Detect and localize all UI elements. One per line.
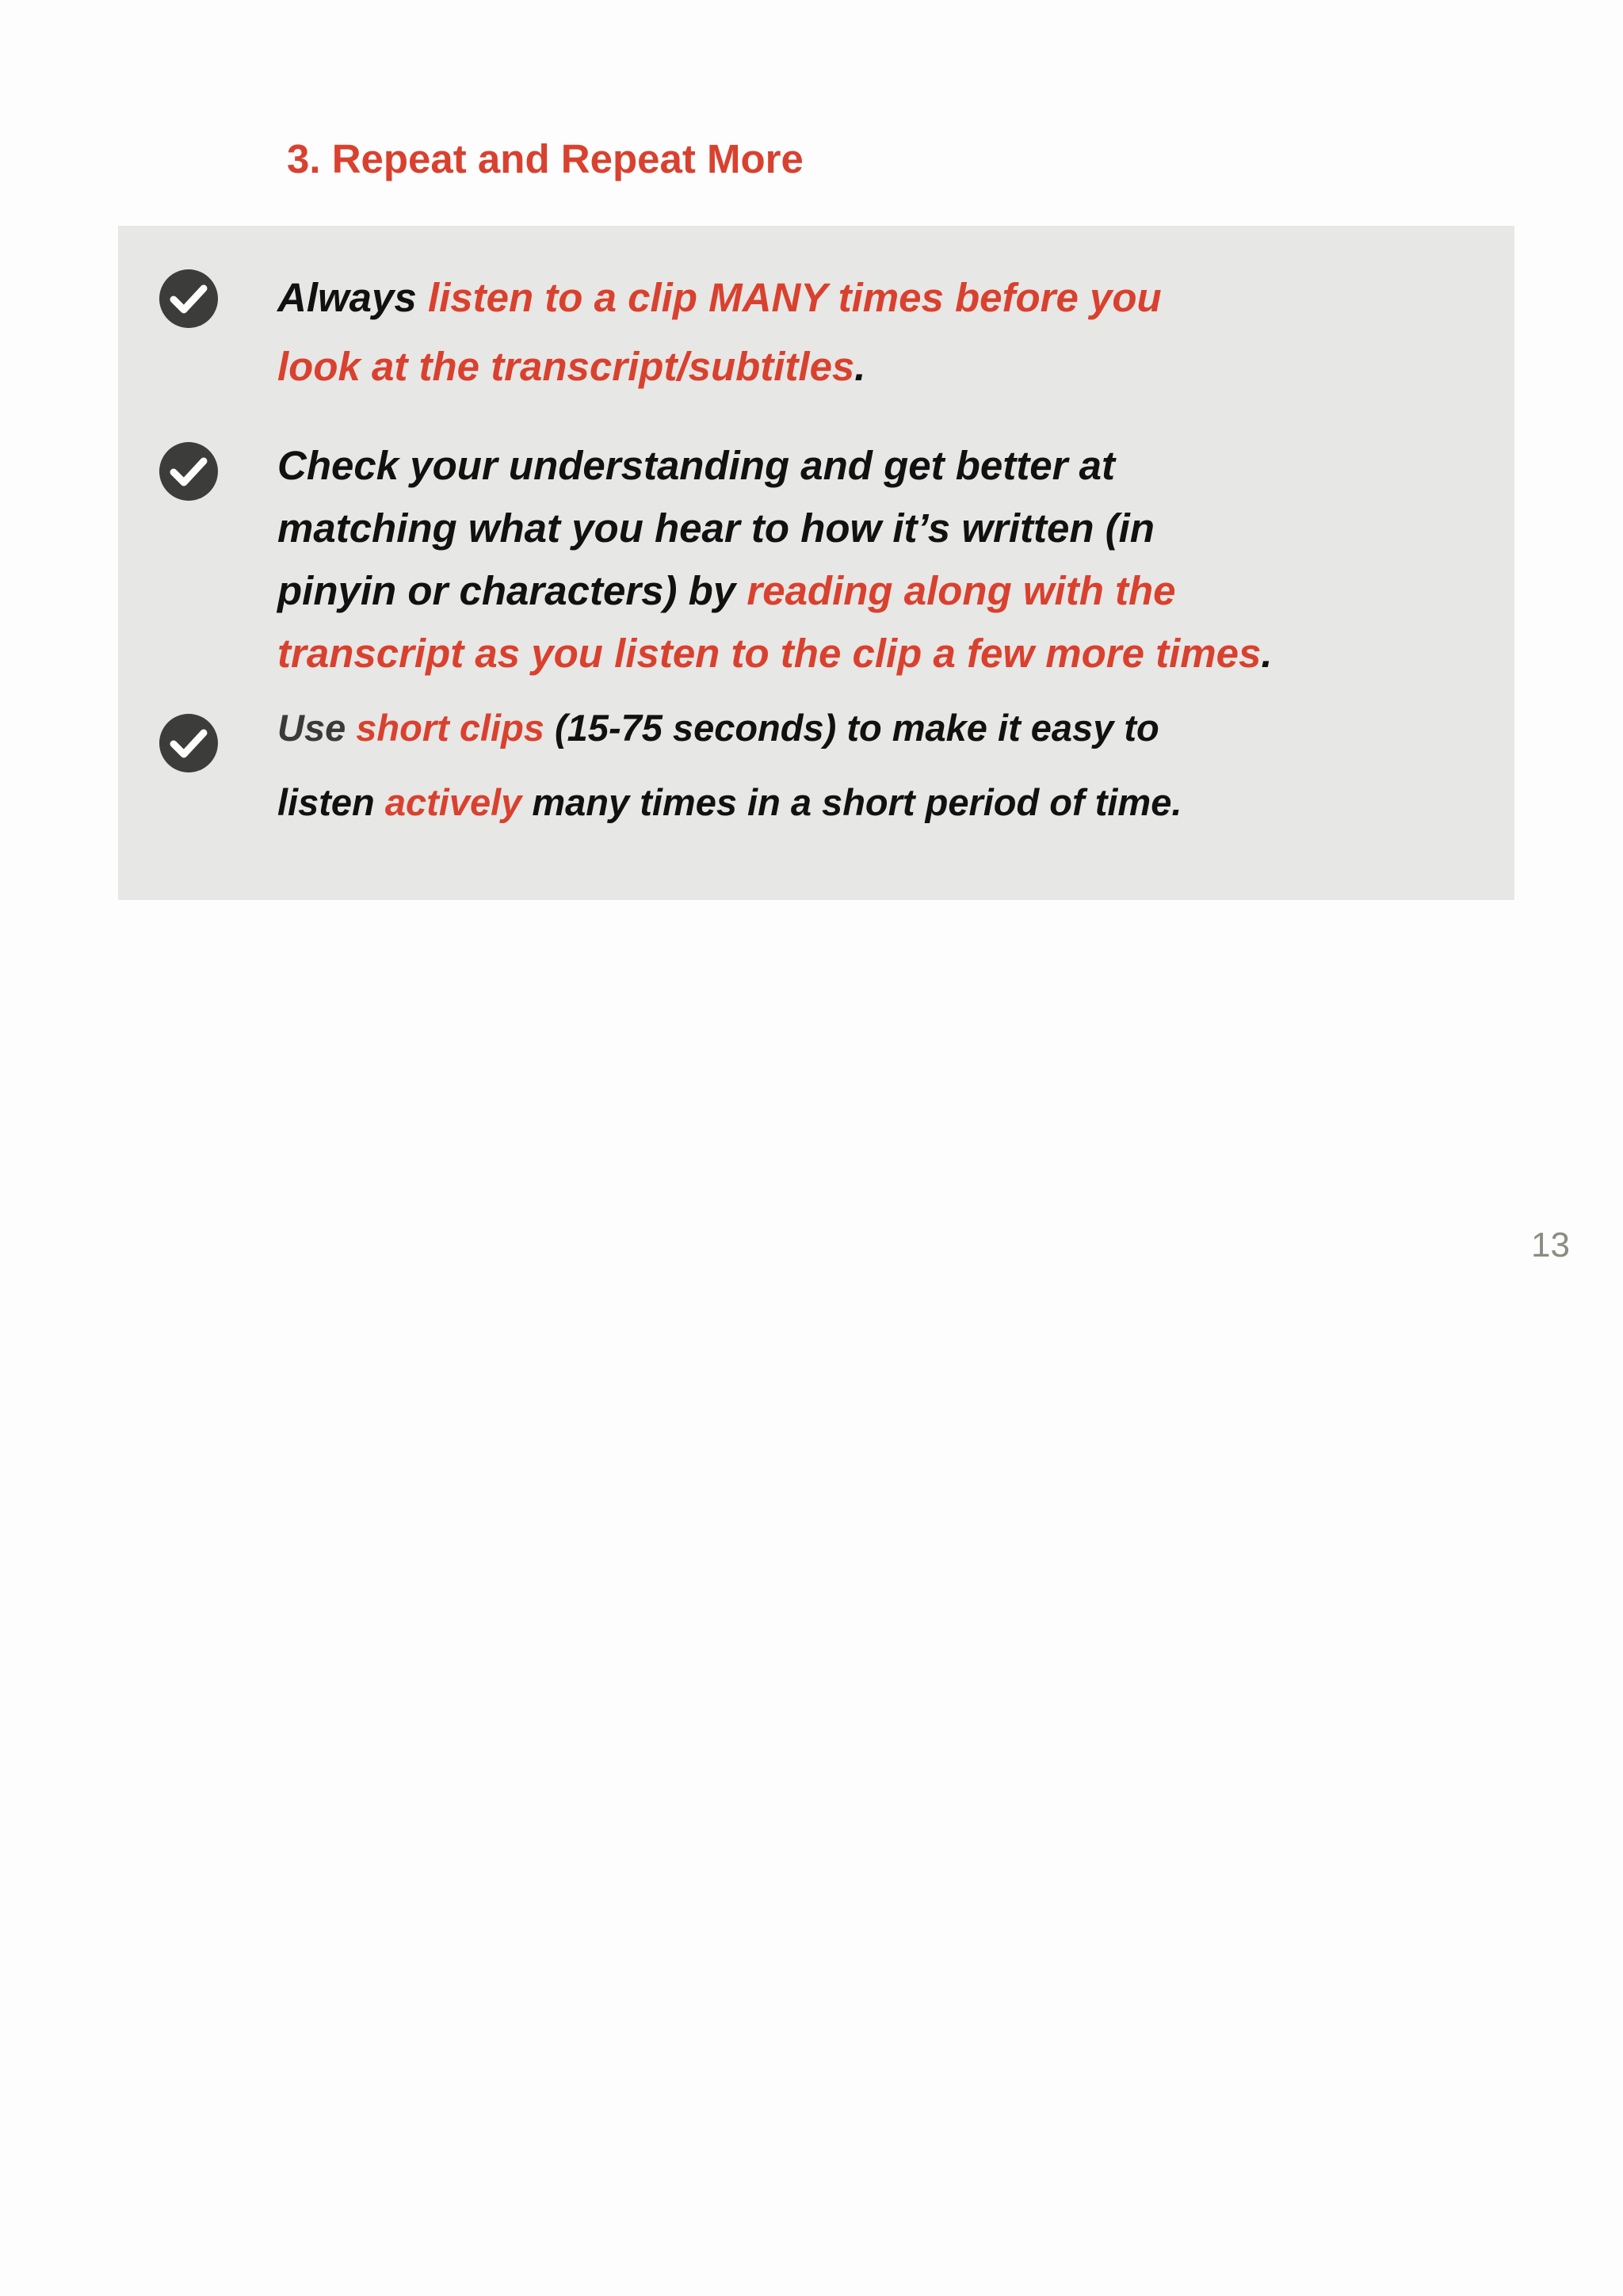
- text-run: Always: [277, 275, 428, 320]
- highlight-text: listen to a clip MANY times before you: [427, 275, 1162, 320]
- page-title: 3. Repeat and Repeat More: [287, 136, 804, 181]
- highlight-text: actively: [384, 781, 522, 823]
- text-run: matching what you hear to how it’s written (in: [277, 505, 1155, 551]
- tip-line: [277, 263, 1387, 332]
- tip-line: [277, 559, 1387, 622]
- highlight-text: transcript as you listen to the clip a few more times: [277, 631, 1262, 676]
- tip-line: [277, 765, 1387, 840]
- page-number: 13: [1531, 1226, 1570, 1264]
- highlight-text: short clips: [356, 707, 544, 749]
- text-run: Check your understanding and get better at: [277, 443, 1115, 488]
- text-run: Use: [277, 707, 357, 749]
- tip-line: [277, 497, 1387, 559]
- check-circle-icon: [159, 442, 218, 501]
- tip-line: [277, 622, 1387, 685]
- tip-line: [277, 332, 1387, 401]
- text-run: .: [854, 344, 866, 389]
- tip-text: [277, 434, 1387, 685]
- text-run: listen: [277, 781, 385, 823]
- highlight-text: look at the transcript/subtitles: [277, 344, 855, 389]
- tip-line: [277, 691, 1387, 765]
- tip-text: [277, 268, 1387, 401]
- tip-line: [277, 434, 1387, 497]
- check-circle-icon: [159, 714, 218, 772]
- text-run: (15-75 seconds) to make it easy to: [544, 707, 1159, 749]
- highlight-text: reading along with the: [747, 568, 1176, 613]
- text-run: pinyin or characters) by: [277, 568, 747, 613]
- text-run: .: [1261, 631, 1273, 676]
- tip-text: [277, 708, 1387, 840]
- text-run: many times in a short period of time.: [521, 781, 1182, 823]
- check-circle-icon: [159, 269, 218, 328]
